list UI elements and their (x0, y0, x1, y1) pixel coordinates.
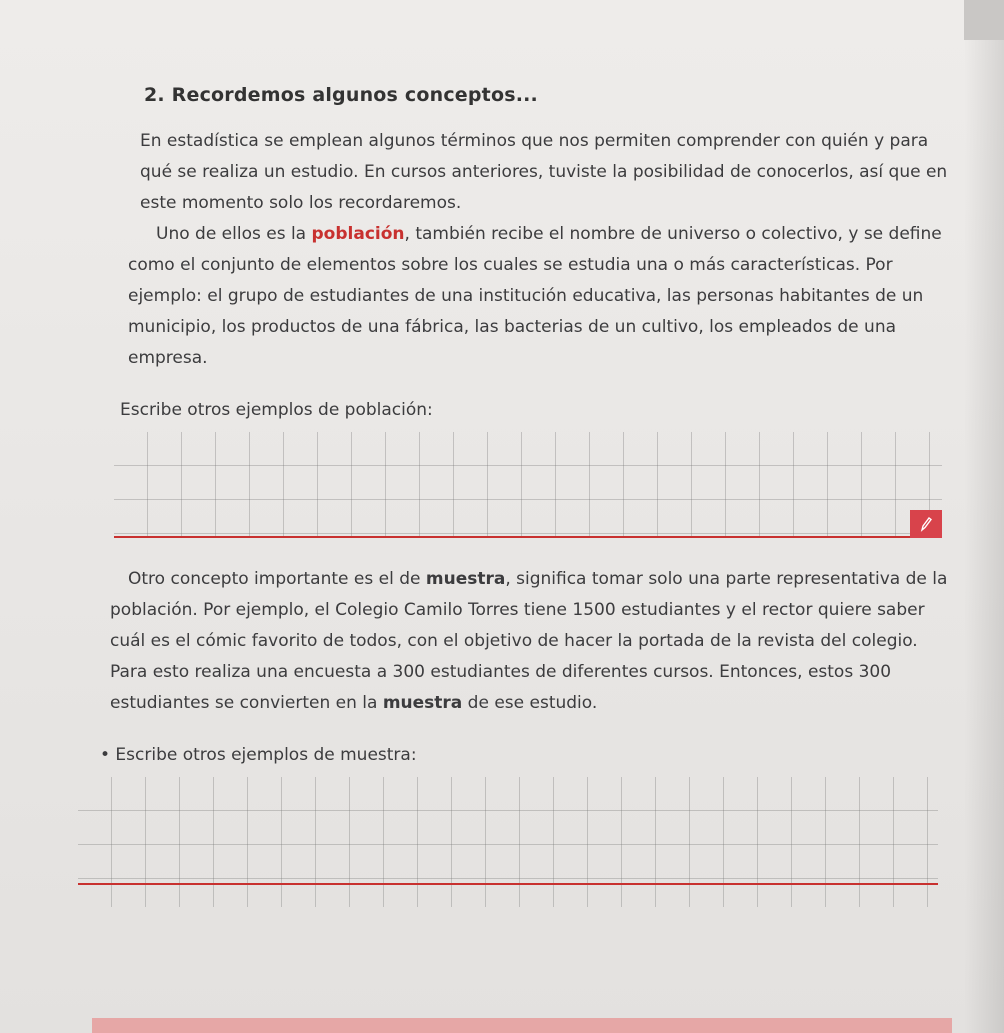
grid-red-line (114, 536, 942, 538)
muestra-term-2: muestra (382, 693, 463, 713)
muestra-paragraph (110, 564, 960, 719)
poblacion-text-before: Uno de ellos es la (156, 224, 312, 244)
muestra-writing-grid[interactable] (78, 777, 938, 907)
muestra-prompt: • Escribe otros ejemplos de muestra: (100, 745, 417, 765)
poblacion-paragraph (128, 219, 960, 374)
muestra-text-middle: , significa tomar solo una parte representativa de la población. Por ejemplo, el Colegio Camilo Torres tiene 1500 estudiantes y el rector quiere saber cuál es el cómic favorito de todos, con el objetivo de hacer la portada de la revista del colegio. Para esto realiza una encuesta a 300 estudiantes de diferentes cursos. Entonces, estos 300 estudiantes se convierten en la (110, 569, 948, 713)
poblacion-term: población (311, 224, 405, 244)
bottom-color-bar (92, 1018, 952, 1033)
poblacion-prompt: Escribe otros ejemplos de población: (120, 400, 433, 420)
page-content (100, 84, 960, 907)
muestra-text-before: Otro concepto importante es el de (128, 569, 426, 589)
poblacion-writing-grid[interactable] (114, 432, 942, 538)
muestra-term: muestra (425, 569, 506, 589)
intro-paragraph: En estadística se emplean algunos términos que nos permiten comprender con quién y para qué se realiza un estudio. En cursos anteriores, tuviste la posibilidad de conocerlos, así que en este momento solo los recordaremos. (140, 131, 948, 213)
page-edge-shadow (964, 0, 1004, 1033)
poblacion-text-after: , también recibe el nombre de universo o colectivo, y se define como el conjunto de elementos sobre los cuales se estudia una o más características. Por ejemplo: el grupo de estudiantes de una institución educativa, las personas habitantes de un municipio, los productos de una fábrica, las bacterias de un cultivo, los empleados de una empresa. (128, 224, 942, 368)
muestra-text-after: de ese estudio. (462, 693, 598, 713)
grid-red-line-2 (78, 883, 938, 885)
pencil-icon (910, 510, 942, 538)
page-corner (964, 0, 1004, 40)
section-heading: 2. Recordemos algunos conceptos... (144, 84, 538, 106)
